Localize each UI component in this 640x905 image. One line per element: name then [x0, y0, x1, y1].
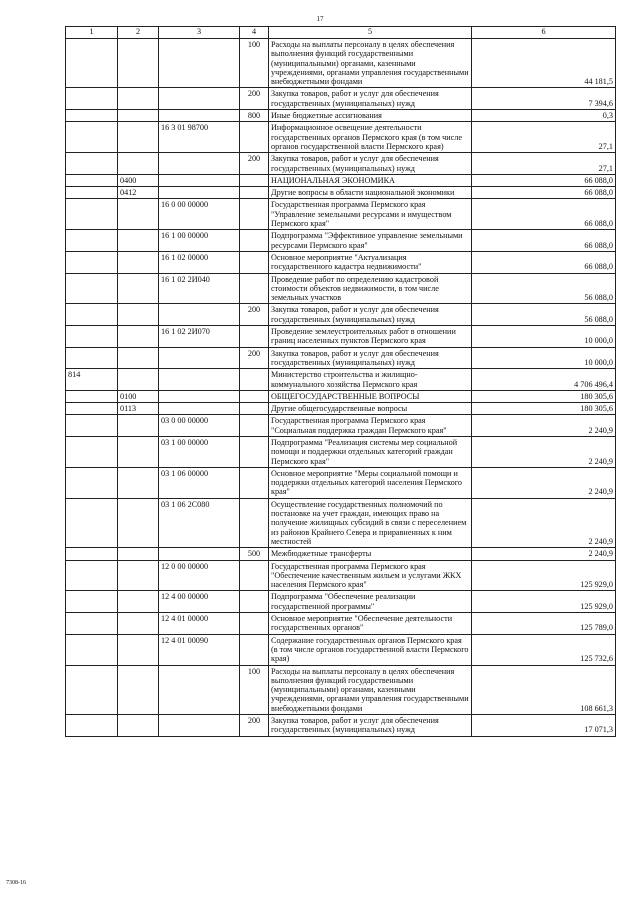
description-cell: Закупка товаров, работ и услуг для обеспечения государственных (муниципальных) нужд — [269, 153, 472, 175]
admin-code-cell — [66, 715, 118, 737]
section-code-cell — [118, 467, 159, 498]
amount-cell: 0,3 — [472, 110, 616, 122]
admin-code-cell — [66, 304, 118, 326]
section-code-cell — [118, 591, 159, 613]
section-code-cell — [118, 326, 159, 348]
column-header-1: 1 — [66, 27, 118, 39]
target-article-cell: 03 1 06 2С080 — [159, 498, 240, 547]
description-cell: Осуществление государственных полномочий по постановке на учет граждан, имеющих право на получение жилищных субсидий в связи с переселением из районов Крайнего Севера и приравненных к ним местностей — [269, 498, 472, 547]
admin-code-cell — [66, 591, 118, 613]
target-article-cell — [159, 347, 240, 369]
target-article-cell — [159, 369, 240, 391]
target-article-cell: 16 1 02 2И040 — [159, 273, 240, 304]
description-cell: Проведение землеустроительных работ в отношении границ населенных пунктов Пермского края — [269, 326, 472, 348]
column-header-5: 5 — [269, 27, 472, 39]
admin-code-cell — [66, 415, 118, 437]
admin-code-cell — [66, 613, 118, 635]
expense-type-cell — [240, 122, 269, 153]
table-row — [66, 88, 616, 110]
description-cell: Основное мероприятие "Актуализация государственного кадастра недвижимости" — [269, 251, 472, 273]
expense-type-cell — [240, 273, 269, 304]
amount-cell: 66 088,0 — [472, 230, 616, 252]
table-row — [66, 613, 616, 635]
section-code-cell: 0113 — [118, 403, 159, 415]
target-article-cell — [159, 187, 240, 199]
amount-cell: 125 929,0 — [472, 560, 616, 591]
description-cell: Подпрограмма "Обеспечение реализации государственной программы" — [269, 591, 472, 613]
admin-code-cell — [66, 347, 118, 369]
description-cell: Закупка товаров, работ и услуг для обеспечения государственных (муниципальных) нужд — [269, 304, 472, 326]
admin-code-cell — [66, 390, 118, 402]
amount-cell: 66 088,0 — [472, 251, 616, 273]
amount-cell: 180 305,6 — [472, 403, 616, 415]
expense-type-cell: 100 — [240, 665, 269, 714]
target-article-cell — [159, 304, 240, 326]
expense-type-cell: 500 — [240, 548, 269, 560]
table-row — [66, 153, 616, 175]
amount-cell: 10 000,0 — [472, 347, 616, 369]
description-cell: Расходы на выплаты персоналу в целях обеспечения выполнения функций государственными (муниципальными) органами, казенными учреждениями, органами управления государственными внебюджетными фондами — [269, 39, 472, 88]
amount-cell: 2 240,9 — [472, 415, 616, 437]
amount-cell: 125 732,6 — [472, 634, 616, 665]
amount-cell: 66 088,0 — [472, 187, 616, 199]
table-row — [66, 548, 616, 560]
amount-cell: 17 071,3 — [472, 715, 616, 737]
target-article-cell: 03 1 00 00000 — [159, 436, 240, 467]
description-cell: Основное мероприятие "Обеспечение деятельности государственных органов" — [269, 613, 472, 635]
description-cell: Государственная программа Пермского края "Обеспечение качественным жильем и услугами ЖКХ населения Пермского края" — [269, 560, 472, 591]
target-article-cell: 16 3 01 98700 — [159, 122, 240, 153]
description-cell: Расходы на выплаты персоналу в целях обеспечения выполнения функций государственными (муниципальными) органами, казенными учреждениями, органами управления государственными внебюджетными фондами — [269, 665, 472, 714]
section-code-cell — [118, 634, 159, 665]
section-code-cell — [118, 110, 159, 122]
expense-type-cell — [240, 560, 269, 591]
description-cell: Государственная программа Пермского края "Социальная поддержка граждан Пермского края" — [269, 415, 472, 437]
table-row — [66, 122, 616, 153]
section-code-cell — [118, 153, 159, 175]
table-row — [66, 715, 616, 737]
section-code-cell — [118, 560, 159, 591]
expense-type-cell — [240, 230, 269, 252]
expense-type-cell: 200 — [240, 88, 269, 110]
admin-code-cell — [66, 153, 118, 175]
expense-type-cell — [240, 187, 269, 199]
target-article-cell: 12 4 00 00000 — [159, 591, 240, 613]
table-row — [66, 390, 616, 402]
admin-code-cell — [66, 187, 118, 199]
amount-cell: 125 929,0 — [472, 591, 616, 613]
admin-code-cell — [66, 110, 118, 122]
expense-type-cell — [240, 199, 269, 230]
amount-cell: 2 240,9 — [472, 548, 616, 560]
expense-type-cell — [240, 613, 269, 635]
table-row — [66, 174, 616, 186]
amount-cell: 56 088,0 — [472, 304, 616, 326]
target-article-cell: 12 4 01 00090 — [159, 634, 240, 665]
admin-code-cell — [66, 88, 118, 110]
admin-code-cell: 814 — [66, 369, 118, 391]
amount-cell: 66 088,0 — [472, 174, 616, 186]
amount-cell: 4 706 496,4 — [472, 369, 616, 391]
expense-type-cell — [240, 174, 269, 186]
section-code-cell: 0412 — [118, 187, 159, 199]
target-article-cell — [159, 174, 240, 186]
target-article-cell: 16 0 00 00000 — [159, 199, 240, 230]
expense-type-cell — [240, 498, 269, 547]
section-code-cell — [118, 88, 159, 110]
amount-cell: 108 661,3 — [472, 665, 616, 714]
section-code-cell — [118, 122, 159, 153]
column-header-3: 3 — [159, 27, 240, 39]
target-article-cell — [159, 39, 240, 88]
description-cell: Межбюджетные трансферты — [269, 548, 472, 560]
section-code-cell: 0400 — [118, 174, 159, 186]
section-code-cell — [118, 273, 159, 304]
table-row — [66, 110, 616, 122]
admin-code-cell — [66, 326, 118, 348]
expense-type-cell: 100 — [240, 39, 269, 88]
expense-type-cell — [240, 403, 269, 415]
amount-cell: 10 000,0 — [472, 326, 616, 348]
section-code-cell — [118, 498, 159, 547]
table-row — [66, 591, 616, 613]
section-code-cell — [118, 436, 159, 467]
section-code-cell: 0100 — [118, 390, 159, 402]
budget-table — [65, 26, 616, 737]
target-article-cell: 16 1 00 00000 — [159, 230, 240, 252]
expense-type-cell — [240, 436, 269, 467]
section-code-cell — [118, 613, 159, 635]
description-cell: НАЦИОНАЛЬНАЯ ЭКОНОМИКА — [269, 174, 472, 186]
table-row — [66, 304, 616, 326]
admin-code-cell — [66, 560, 118, 591]
target-article-cell: 03 0 00 00000 — [159, 415, 240, 437]
admin-code-cell — [66, 467, 118, 498]
description-cell: Закупка товаров, работ и услуг для обеспечения государственных (муниципальных) нужд — [269, 88, 472, 110]
description-cell: Иные бюджетные ассигнования — [269, 110, 472, 122]
description-cell: Государственная программа Пермского края "Управление земельными ресурсами и имуществом Пермского края" — [269, 199, 472, 230]
target-article-cell — [159, 110, 240, 122]
target-article-cell — [159, 403, 240, 415]
admin-code-cell — [66, 634, 118, 665]
table-body — [66, 39, 616, 737]
description-cell: Закупка товаров, работ и услуг для обеспечения государственных (муниципальных) нужд — [269, 347, 472, 369]
admin-code-cell — [66, 251, 118, 273]
admin-code-cell — [66, 230, 118, 252]
column-header-4: 4 — [240, 27, 269, 39]
description-cell: ОБЩЕГОСУДАРСТВЕННЫЕ ВОПРОСЫ — [269, 390, 472, 402]
admin-code-cell — [66, 174, 118, 186]
target-article-cell — [159, 548, 240, 560]
column-header-6: 6 — [472, 27, 616, 39]
table-row — [66, 436, 616, 467]
table-row — [66, 498, 616, 547]
section-code-cell — [118, 548, 159, 560]
admin-code-cell — [66, 122, 118, 153]
table-row — [66, 634, 616, 665]
description-cell: Закупка товаров, работ и услуг для обеспечения государственных (муниципальных) нужд — [269, 715, 472, 737]
expense-type-cell: 800 — [240, 110, 269, 122]
admin-code-cell — [66, 39, 118, 88]
expense-type-cell — [240, 591, 269, 613]
table-row — [66, 326, 616, 348]
description-cell: Подпрограмма "Эффективное управление земельными ресурсами Пермского края" — [269, 230, 472, 252]
section-code-cell — [118, 39, 159, 88]
table-row — [66, 251, 616, 273]
section-code-cell — [118, 369, 159, 391]
table-row — [66, 560, 616, 591]
description-cell: Другие общегосударственные вопросы — [269, 403, 472, 415]
description-cell: Содержание государственных органов Пермского края (в том числе органов государственной власти Пермского края) — [269, 634, 472, 665]
admin-code-cell — [66, 403, 118, 415]
amount-cell: 2 240,9 — [472, 498, 616, 547]
target-article-cell — [159, 153, 240, 175]
footer-code: 7308-16 — [6, 880, 26, 886]
table-row — [66, 369, 616, 391]
section-code-cell — [118, 665, 159, 714]
section-code-cell — [118, 230, 159, 252]
table-row — [66, 230, 616, 252]
amount-cell: 2 240,9 — [472, 467, 616, 498]
expense-type-cell — [240, 326, 269, 348]
expense-type-cell: 200 — [240, 304, 269, 326]
table-row — [66, 273, 616, 304]
target-article-cell: 16 1 02 2И070 — [159, 326, 240, 348]
amount-cell: 125 789,0 — [472, 613, 616, 635]
amount-cell: 44 181,5 — [472, 39, 616, 88]
target-article-cell — [159, 715, 240, 737]
expense-type-cell — [240, 369, 269, 391]
expense-type-cell: 200 — [240, 347, 269, 369]
header-row — [66, 27, 616, 39]
expense-type-cell: 200 — [240, 715, 269, 737]
target-article-cell — [159, 665, 240, 714]
expense-type-cell — [240, 467, 269, 498]
table-row — [66, 665, 616, 714]
expense-type-cell — [240, 251, 269, 273]
page-number: 17 — [316, 15, 324, 23]
expense-type-cell — [240, 415, 269, 437]
column-header-2: 2 — [118, 27, 159, 39]
section-code-cell — [118, 415, 159, 437]
description-cell: Информационное освещение деятельности государственных органов Пермского края (в том числе органов государственной власти Пермского края) — [269, 122, 472, 153]
description-cell: Другие вопросы в области национальной экономики — [269, 187, 472, 199]
target-article-cell — [159, 88, 240, 110]
expense-type-cell — [240, 634, 269, 665]
description-cell: Основное мероприятие "Меры социальной помощи и поддержки отдельных категорий населения Пермского края" — [269, 467, 472, 498]
table-row — [66, 39, 616, 88]
description-cell: Подпрограмма "Реализация системы мер социальной помощи и поддержки отдельных категорий граждан Пермского края" — [269, 436, 472, 467]
amount-cell: 2 240,9 — [472, 436, 616, 467]
amount-cell: 180 305,6 — [472, 390, 616, 402]
section-code-cell — [118, 251, 159, 273]
description-cell: Проведение работ по определению кадастровой стоимости объектов недвижимости, в том числе земельных участков — [269, 273, 472, 304]
expense-type-cell: 200 — [240, 153, 269, 175]
table-row — [66, 199, 616, 230]
amount-cell: 27,1 — [472, 153, 616, 175]
target-article-cell — [159, 390, 240, 402]
section-code-cell — [118, 199, 159, 230]
target-article-cell: 03 1 06 00000 — [159, 467, 240, 498]
table-row — [66, 415, 616, 437]
section-code-cell — [118, 715, 159, 737]
description-cell: Министерство строительства и жилищно-коммунального хозяйства Пермского края — [269, 369, 472, 391]
amount-cell: 66 088,0 — [472, 199, 616, 230]
target-article-cell: 16 1 02 00000 — [159, 251, 240, 273]
amount-cell: 27,1 — [472, 122, 616, 153]
target-article-cell: 12 4 01 00000 — [159, 613, 240, 635]
amount-cell: 7 394,6 — [472, 88, 616, 110]
admin-code-cell — [66, 498, 118, 547]
admin-code-cell — [66, 273, 118, 304]
admin-code-cell — [66, 436, 118, 467]
target-article-cell: 12 0 00 00000 — [159, 560, 240, 591]
section-code-cell — [118, 304, 159, 326]
section-code-cell — [118, 347, 159, 369]
table-row — [66, 403, 616, 415]
admin-code-cell — [66, 199, 118, 230]
table-row — [66, 347, 616, 369]
admin-code-cell — [66, 548, 118, 560]
amount-cell: 56 088,0 — [472, 273, 616, 304]
table-row — [66, 187, 616, 199]
expense-type-cell — [240, 390, 269, 402]
table-row — [66, 467, 616, 498]
admin-code-cell — [66, 665, 118, 714]
